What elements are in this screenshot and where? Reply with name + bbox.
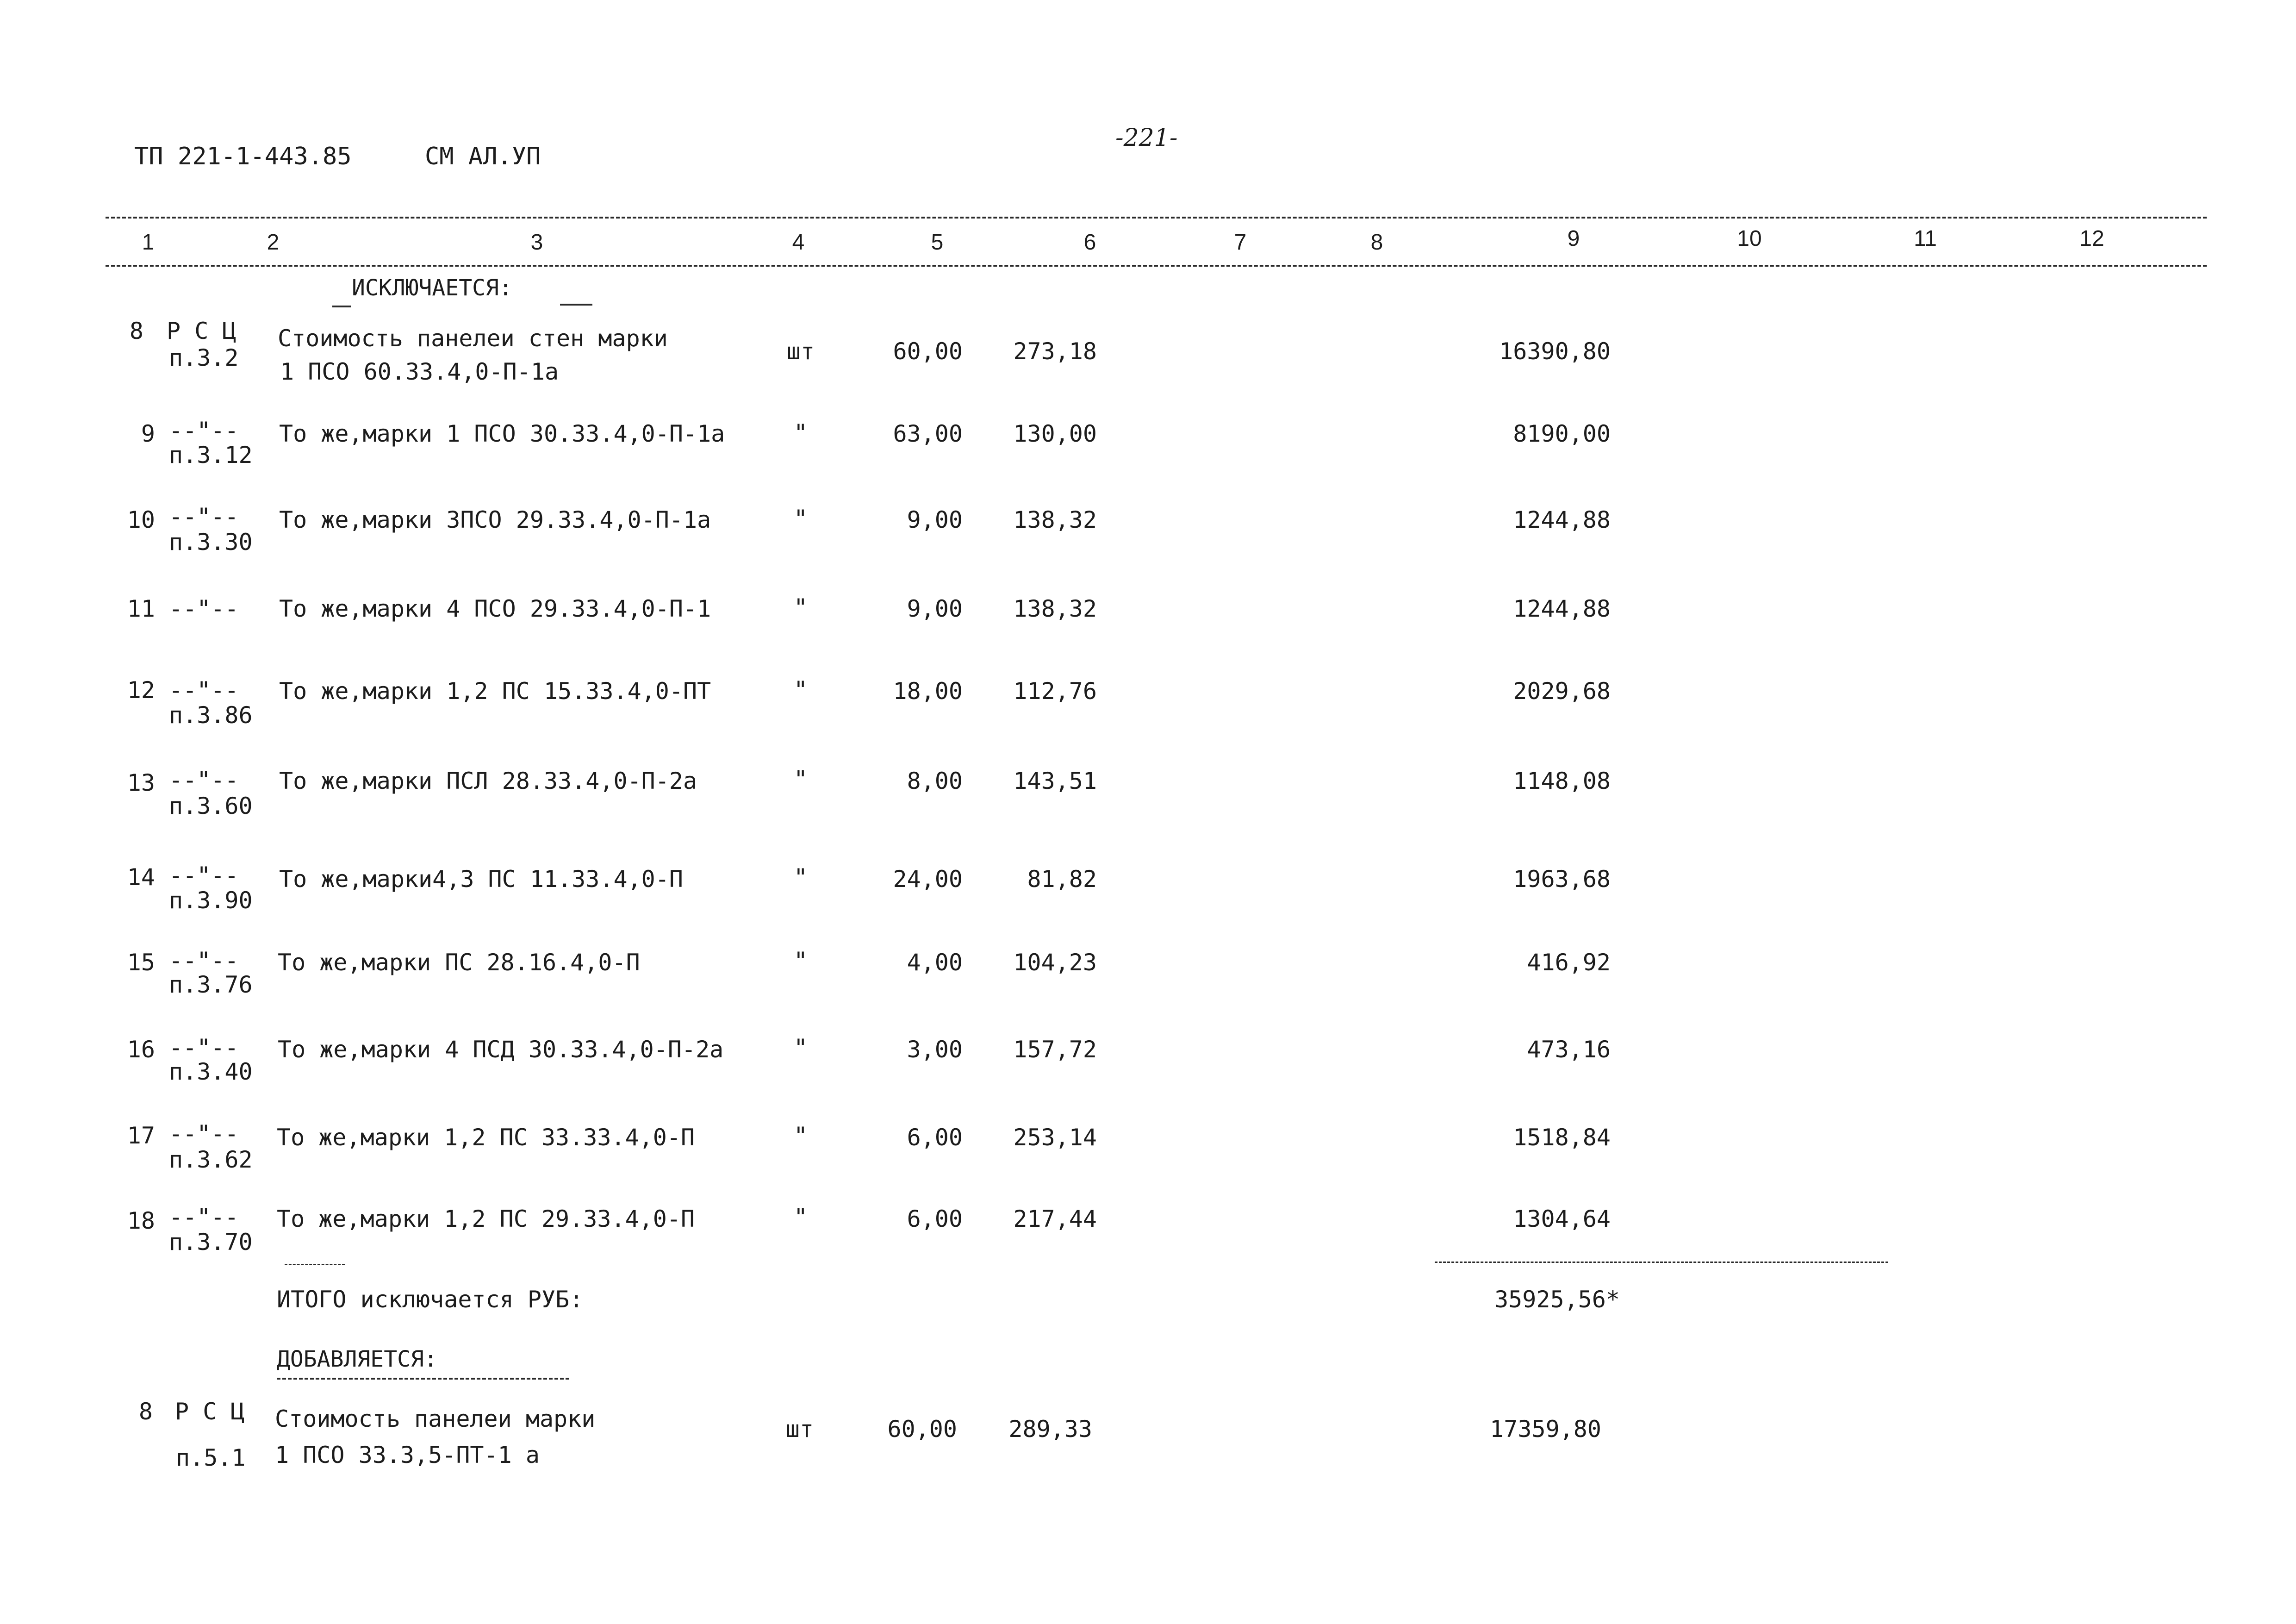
row-reference: --"-- <box>169 503 239 530</box>
row-price: 138,32 <box>1013 506 1097 533</box>
row-total: 2029,68 <box>1513 678 1611 705</box>
added-heading-underline <box>277 1378 569 1380</box>
heading-mark <box>560 304 592 306</box>
added-heading: ДОБАВЛЯЕТСЯ: <box>277 1346 437 1372</box>
column-header-12: 12 <box>2079 226 2104 251</box>
doc-code: ТП 221-1-443.85 <box>134 143 352 170</box>
table-header-rule <box>106 265 2207 267</box>
row-number: 13 <box>127 769 155 796</box>
row-quantity: 18,00 <box>893 678 963 705</box>
column-header-7: 7 <box>1234 230 1247 255</box>
row-total: 1148,08 <box>1513 768 1611 794</box>
excluded-total-value: 35925,56* <box>1494 1286 1620 1313</box>
row-quantity: 60,00 <box>887 1416 957 1443</box>
row-number: 9 <box>141 420 155 447</box>
row-price: 157,72 <box>1013 1036 1097 1063</box>
row-reference-clause: п.3.12 <box>169 442 253 468</box>
row-total: 1963,68 <box>1513 866 1611 893</box>
row-reference-clause: п.5.1 <box>176 1444 246 1471</box>
row-unit: " <box>793 505 808 532</box>
row-reference: --"-- <box>169 862 239 889</box>
page-number: -221- <box>1115 124 1178 152</box>
column-header-4: 4 <box>792 230 805 255</box>
row-price: 253,14 <box>1013 1124 1097 1151</box>
row-price: 143,51 <box>1013 768 1097 794</box>
heading-mark <box>332 306 351 307</box>
column-header-9: 9 <box>1567 226 1580 251</box>
album-code: СМ АЛ.УП <box>425 143 541 170</box>
row-quantity: 3,00 <box>907 1036 963 1063</box>
row-quantity: 4,00 <box>907 949 963 976</box>
row-unit: " <box>793 864 808 891</box>
row-total: 416,92 <box>1527 949 1611 976</box>
row-description: То же,марки4,3 ПС 11.33.4,0-П <box>279 866 683 893</box>
row-price: 289,33 <box>1008 1416 1092 1443</box>
row-number: 8 <box>129 318 143 344</box>
row-total: 1244,88 <box>1513 595 1611 622</box>
column-header-5: 5 <box>931 230 944 255</box>
row-description: То же,марки 1,2 ПС 29.33.4,0-П <box>277 1206 695 1232</box>
row-total: 1518,84 <box>1513 1124 1611 1151</box>
row-price: 104,23 <box>1013 949 1097 976</box>
row-total: 8190,00 <box>1513 420 1611 447</box>
row-reference-clause: п.3.2 <box>169 344 239 371</box>
row-description-line2: 1 ПСО 33.3,5-ПТ-1 а <box>275 1442 540 1468</box>
row-total: 1244,88 <box>1513 506 1611 533</box>
row-description-line2: 1 ПСО 60.33.4,0-П-1а <box>280 358 559 385</box>
table-top-rule <box>106 217 2207 219</box>
row-description: То же,марки 1 ПСО 30.33.4,0-П-1а <box>279 420 725 447</box>
row-quantity: 6,00 <box>907 1124 963 1151</box>
column-header-6: 6 <box>1083 230 1096 255</box>
row-reference: --"-- <box>169 417 239 444</box>
row-number: 10 <box>127 506 155 533</box>
row-description: Стоимость панелеи марки <box>275 1405 596 1432</box>
row-quantity: 63,00 <box>893 420 963 447</box>
row-reference: --"-- <box>169 677 239 704</box>
row-quantity: 60,00 <box>893 338 963 365</box>
row-description: То же,марки ПС 28.16.4,0-П <box>278 949 640 976</box>
row-price: 81,82 <box>1027 866 1097 893</box>
row-total: 17359,80 <box>1490 1416 1601 1443</box>
column-header-3: 3 <box>530 230 543 255</box>
row-reference-clause: п.3.60 <box>169 793 253 819</box>
row-number: 12 <box>127 677 155 704</box>
row-price: 273,18 <box>1013 338 1097 365</box>
row-number: 18 <box>127 1207 155 1234</box>
row-description: То же,марки 4 ПСО 29.33.4,0-П-1 <box>279 595 711 622</box>
row-description: То же,марки 4 ПСД 30.33.4,0-П-2а <box>278 1036 724 1063</box>
column-header-2: 2 <box>267 230 280 255</box>
row-description: То же,марки 1,2 ПС 33.33.4,0-П <box>277 1124 695 1151</box>
row-reference-clause: п.3.90 <box>169 887 253 914</box>
row-reference: --"-- <box>169 1204 239 1230</box>
row-reference: --"-- <box>169 767 239 793</box>
excluded-total-label: ИТОГО исключается РУБ: <box>277 1286 584 1313</box>
row-reference: --"-- <box>169 1034 239 1061</box>
row-unit: " <box>793 419 808 446</box>
row-reference-clause: п.3.40 <box>169 1058 253 1085</box>
column-header-11: 11 <box>1914 226 1937 251</box>
row-quantity: 8,00 <box>907 768 963 794</box>
row-reference-clause: п.3.30 <box>169 529 253 556</box>
row-reference-clause: п.3.62 <box>169 1146 253 1173</box>
row-reference-clause: п.3.76 <box>169 971 253 998</box>
row-number: 16 <box>127 1036 155 1063</box>
row-number: 17 <box>127 1122 155 1149</box>
row-unit: " <box>793 594 808 621</box>
row-reference: Р С Ц <box>167 318 236 344</box>
total-separator-right <box>1435 1262 1888 1263</box>
row-number: 15 <box>127 949 155 976</box>
row-unit: " <box>793 676 808 703</box>
column-header-10: 10 <box>1737 226 1762 251</box>
row-unit: " <box>793 1204 808 1230</box>
row-reference: --"-- <box>169 947 239 974</box>
row-total: 1304,64 <box>1513 1206 1611 1232</box>
row-reference-clause: п.3.86 <box>169 702 253 729</box>
row-reference: Р С Ц <box>175 1398 245 1425</box>
row-description: То же,марки ЗПСО 29.33.4,0-П-1а <box>279 506 711 533</box>
row-unit: шт <box>785 1416 814 1443</box>
row-number: 11 <box>127 595 155 622</box>
row-description: То же,марки 1,2 ПС 15.33.4,0-ПТ <box>279 678 711 705</box>
row-quantity: 9,00 <box>907 506 963 533</box>
row-unit: шт <box>786 338 815 365</box>
row-quantity: 6,00 <box>907 1206 963 1232</box>
row-reference: --"-- <box>169 1120 239 1147</box>
row-unit: " <box>793 1122 808 1149</box>
row-unit: " <box>793 947 808 974</box>
row-unit: " <box>793 1034 808 1061</box>
excluded-heading: ИСКЛЮЧАЕТСЯ: <box>352 275 512 301</box>
row-price: 138,32 <box>1013 595 1097 622</box>
row-total: 16390,80 <box>1499 338 1611 365</box>
row-quantity: 9,00 <box>907 595 963 622</box>
column-header-8: 8 <box>1370 230 1383 255</box>
row-price: 130,00 <box>1013 420 1097 447</box>
row-price: 112,76 <box>1013 678 1097 705</box>
row-number: 14 <box>127 864 155 891</box>
row-total: 473,16 <box>1527 1036 1611 1063</box>
row-description: То же,марки ПСЛ 28.33.4,0-П-2а <box>279 768 697 794</box>
row-price: 217,44 <box>1013 1206 1097 1232</box>
total-separator-left <box>285 1264 345 1265</box>
row-reference-clause: п.3.70 <box>169 1229 253 1255</box>
row-description: Стоимость панелеи стен марки <box>278 325 668 352</box>
row-reference: --"-- <box>169 595 239 622</box>
column-header-1: 1 <box>142 230 155 255</box>
row-unit: " <box>793 766 808 793</box>
row-number: 8 <box>138 1398 153 1425</box>
row-quantity: 24,00 <box>893 866 963 893</box>
